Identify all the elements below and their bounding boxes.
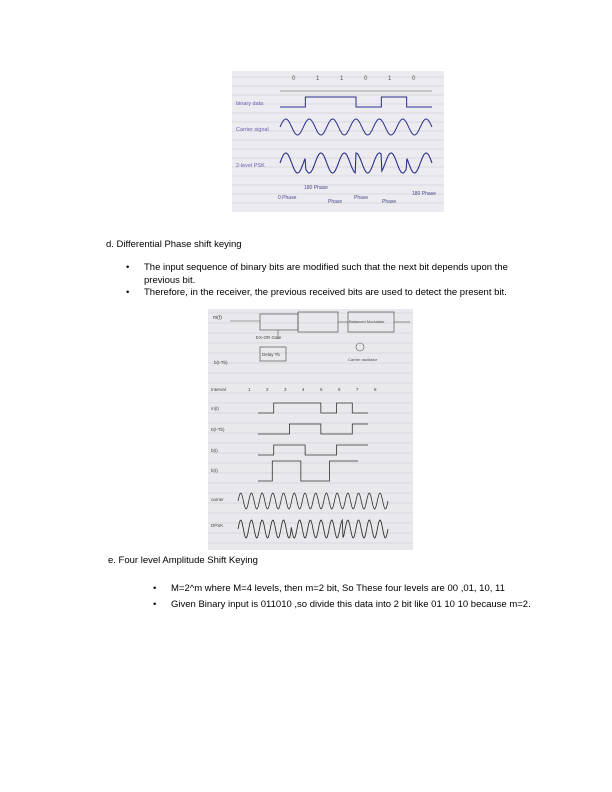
psk-waveform [280,153,432,173]
fig2-label-btb: b(t-Tb) [214,360,228,365]
dpsk-waveform [238,520,388,538]
bullet-text: The input sequence of binary bits are modified such that the next bit depends upon the previous bit. [144,262,508,286]
bt-bipolar-waveform [258,461,358,481]
section-d-heading: d. Differential Phase shift keying [106,239,242,250]
ex-or-gate-block [260,314,298,330]
fig1-phase-label: Phase [354,195,369,201]
fig2-label-modulator: Balanced Modulator [349,319,385,324]
fig1-phase-label: 180 Phase [412,191,436,197]
bullet-item [126,287,546,300]
fig2-interval-number: 1 [248,387,251,392]
fig2-row-label: Interval [211,387,226,392]
btb-waveform [258,424,368,434]
fig1-header-digit: 1 [340,76,344,82]
fig2-row-label: b(t) [211,468,218,473]
fig2-row-label: DPSK [211,523,224,528]
binary-data-waveform [280,97,432,107]
fig2-row-label: b(t) [211,448,218,453]
fig1-phase-label: Phase [382,199,397,205]
bullet-text: M=2^m where M=4 levels, then m=2 bit, So These four levels are 00 ,01, 10, 11 [171,583,505,594]
fig2-label-delay: Delay Tb [262,352,280,357]
fig2-row-label: b(t-Tb) [211,427,225,432]
fig2-label-oscillator: Carrier oscillator [348,357,378,362]
fig1-header-digit: 0 [364,76,368,82]
fig1-header-digit: 0 [412,76,416,82]
fig1-phase-label: Phase [328,199,343,205]
fig2-interval-number: 2 [266,387,269,392]
bullet-dot: • [126,287,130,298]
fig1-header-digit: 1 [316,76,320,82]
fig1-header-digit: 0 [292,76,296,82]
fig2-label-mt: m(t) [213,315,222,321]
oscillator-symbol [356,343,364,351]
fig2-interval-number: 5 [320,387,323,392]
fig2-interval-number: 8 [374,387,377,392]
fig2-row-label: m(t) [211,406,219,411]
bullet-item [126,262,546,287]
fig1-header-digit: 1 [388,76,392,82]
fig1-phase-label: 0 Phase [278,195,297,201]
fig2-interval-number: 3 [284,387,287,392]
section-e-bullets [153,583,533,611]
dpsk-carrier-waveform [238,493,388,509]
bullet-item [153,583,533,596]
bullet-dot: • [126,262,130,273]
fig1-phase-label: 180 Phase [304,185,328,191]
fig2-label-exor: EX-OR Gate [256,335,282,340]
carrier-waveform [280,119,432,135]
section-e-heading: e. Four level Amplitude Shift Keying [108,555,258,566]
level-shifter-block [298,312,338,332]
fig1-label-psk: 2-level PSK [236,163,265,169]
fig2-interval-number: 7 [356,387,359,392]
dpsk-diagram-photo [208,309,413,550]
fig2-row-label: carrier [211,497,224,502]
fig1-label-carrier: Carrier signal [236,127,269,133]
bullet-dot: • [153,598,157,610]
mt-waveform [258,403,368,413]
fig2-interval-number: 4 [302,387,305,392]
bullet-text: Given Binary input is 011010 ,so divide this data into 2 bit like 01 10 10 because m=2. [171,598,531,610]
section-d-bullets [126,262,546,300]
bt-waveform [258,445,368,455]
fig2-interval-number: 6 [338,387,341,392]
fig1-label-binary: binary data [236,101,264,107]
psk-diagram-photo [232,71,444,212]
bullet-item [153,599,533,612]
bullet-text: Therefore, in the receiver, the previous received bits are used to detect the present bit. [144,287,507,298]
bullet-dot: • [153,583,157,594]
